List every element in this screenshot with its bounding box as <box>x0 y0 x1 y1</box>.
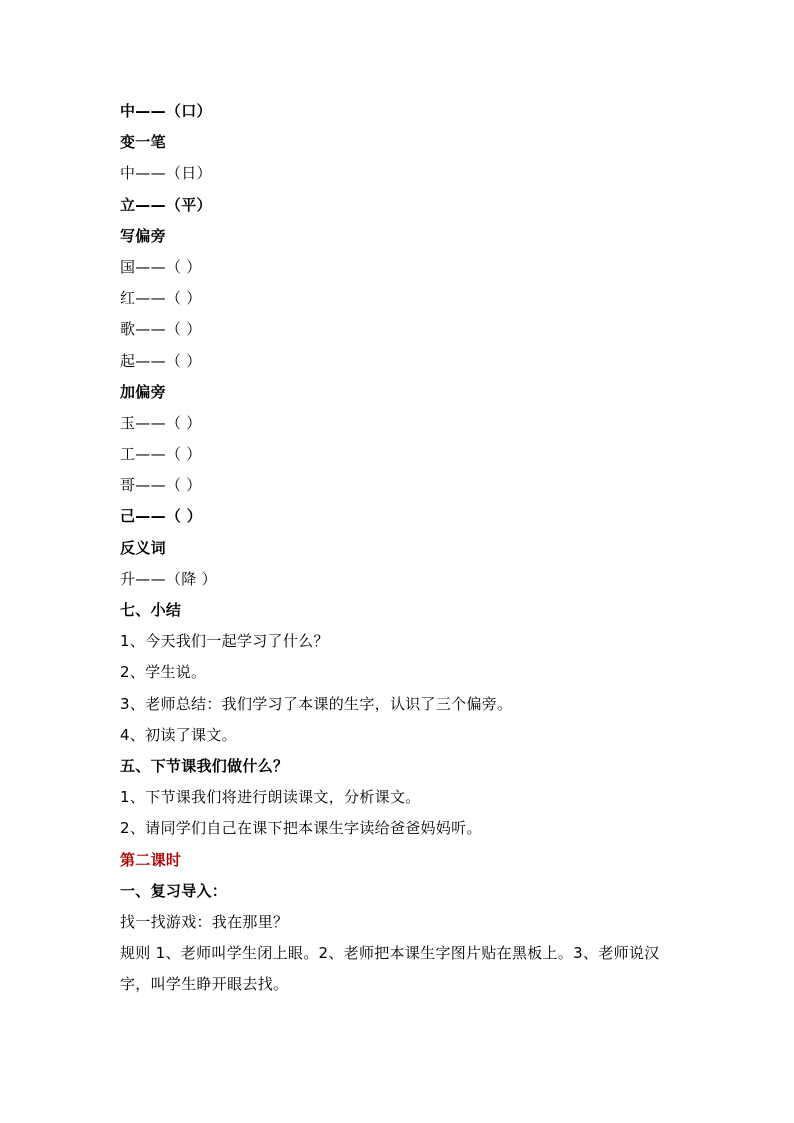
exercise-line: 己——（ ） <box>120 507 203 526</box>
section-heading-review: 一、复习导入： <box>120 881 228 900</box>
exercise-line: 升——（降 ） <box>120 569 217 588</box>
document-content <box>120 96 680 1000</box>
rules-paragraph: 规则 1、老师叫学生闭上眼。2、老师把本课生字图片贴在黑板上。3、老师说汉字，叫学生睁开眼去找。 <box>120 944 660 994</box>
exercise-line: 中——（日） <box>120 164 212 183</box>
lesson-heading-second-period: 第二课时 <box>120 850 182 869</box>
exercise-line: 红——（ ） <box>120 289 202 308</box>
exercise-line: 中——（口） <box>120 102 212 120</box>
list-item: 1、今天我们一起学习了什么？ <box>120 632 329 651</box>
section-heading-write-radical: 写偏旁 <box>120 226 166 245</box>
list-item: 1、下节课我们将进行朗读课文，分析课文。 <box>120 788 421 807</box>
exercise-line: 立——（平） <box>120 195 212 214</box>
exercise-line: 哥——（ ） <box>120 476 202 495</box>
exercise-line: 国——（ ） <box>120 257 202 276</box>
list-item: 4、初读了课文。 <box>120 725 237 744</box>
section-heading-next-lesson: 五、下节课我们做什么？ <box>120 756 289 775</box>
list-item: 2、学生说。 <box>120 663 207 682</box>
exercise-line: 工——（ ） <box>120 445 202 464</box>
section-heading-add-radical: 加偏旁 <box>120 382 166 401</box>
exercise-line: 起——（ ） <box>120 351 202 370</box>
exercise-line: 玉——（ ） <box>120 413 202 432</box>
section-heading-change-stroke: 变一笔 <box>120 133 166 152</box>
list-item: 3、老师总结：我们学习了本课的生字，认识了三个偏旁。 <box>120 694 513 713</box>
section-heading-antonym: 反义词 <box>120 538 166 557</box>
list-item: 2、请同学们自己在课下把本课生字读给爸爸妈妈听。 <box>120 819 482 838</box>
paragraph-line: 找一找游戏：我在那里？ <box>120 912 289 931</box>
section-heading-summary: 七、小结 <box>120 601 182 619</box>
exercise-line: 歌——（ ） <box>120 320 202 339</box>
